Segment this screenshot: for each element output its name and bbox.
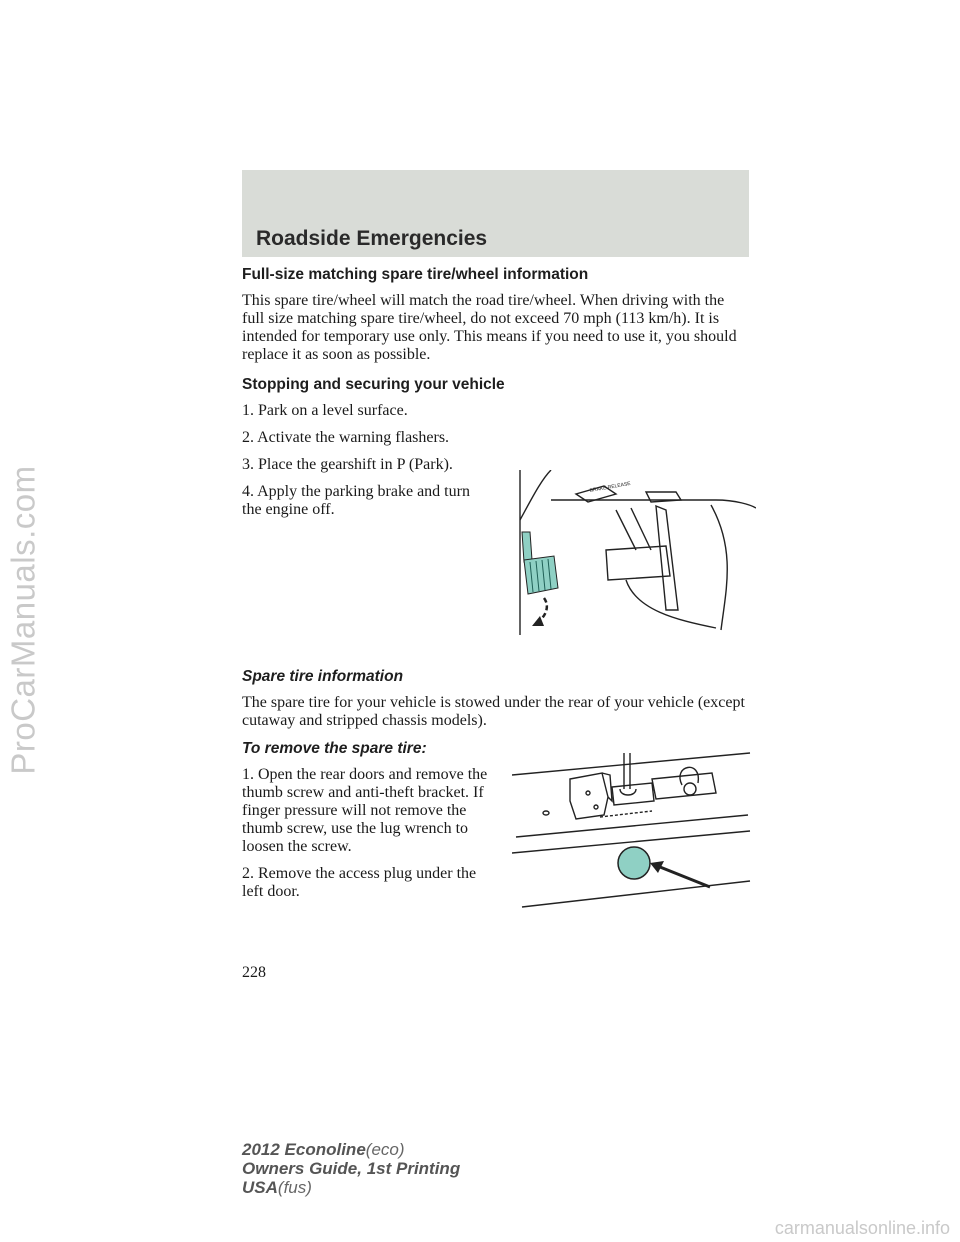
remove-step-2: 2. Remove the access plug under the left door.: [242, 865, 477, 900]
step-2: 2. Activate the warning flashers.: [242, 429, 450, 446]
spare-tire-heading: Spare tire information: [242, 668, 404, 685]
parking-brake-figure: [506, 470, 756, 640]
footer-model: 2012 Econoline: [242, 1140, 366, 1159]
side-watermark: [4, 160, 44, 1080]
footer-line-2: [242, 1159, 460, 1178]
footer-line-1: [242, 1140, 460, 1159]
section-header: [242, 170, 749, 257]
step-4: 4. Apply the parking brake and turn the engine off.: [242, 483, 470, 518]
step-3: 3. Place the gearshift in P (Park).: [242, 456, 453, 473]
footer-model-code: (eco): [365, 1140, 405, 1159]
remove-step-1: 1. Open the rear doors and remove the thumb screw and anti-theft bracket. If finger pressure will not remove the thumb screw, use the lug wrench to loosen the screw.: [242, 766, 488, 855]
stopping-heading: Stopping and securing your vehicle: [242, 376, 505, 393]
spare-info-body: This spare tire/wheel will match the road tire/wheel. When driving with the full size matching spare tire/wheel, do not exceed 70 mph (113 km/h). It is intended for temporary use only. This means if you need to use it, you should replace it as soon as possible.: [242, 292, 737, 363]
footer: [242, 1140, 460, 1197]
brake-release-label: BRAKE RELEASE: [589, 480, 632, 494]
remove-heading: To remove the spare tire:: [242, 740, 427, 757]
spare-tire-body: The spare tire for your vehicle is stowed under the rear of your vehicle (except cutaway and stripped chassis models).: [242, 694, 745, 729]
page-title: Roadside Emergencies: [256, 227, 488, 250]
access-plug-figure: [512, 745, 762, 910]
spare-info-heading: Full-size matching spare tire/wheel information: [242, 266, 589, 283]
footer-line-3: [242, 1178, 460, 1197]
bottom-watermark: carmanualsonline.info: [774, 1218, 950, 1238]
side-watermark-text: ProCarManuals.com: [5, 465, 42, 775]
footer-market-code: (fus): [277, 1178, 312, 1197]
footer-guide: Owners Guide, 1st Printing: [242, 1159, 461, 1178]
footer-market: USA: [242, 1178, 278, 1197]
step-1: 1. Park on a level surface.: [242, 402, 408, 419]
page-number: 228: [242, 964, 266, 981]
